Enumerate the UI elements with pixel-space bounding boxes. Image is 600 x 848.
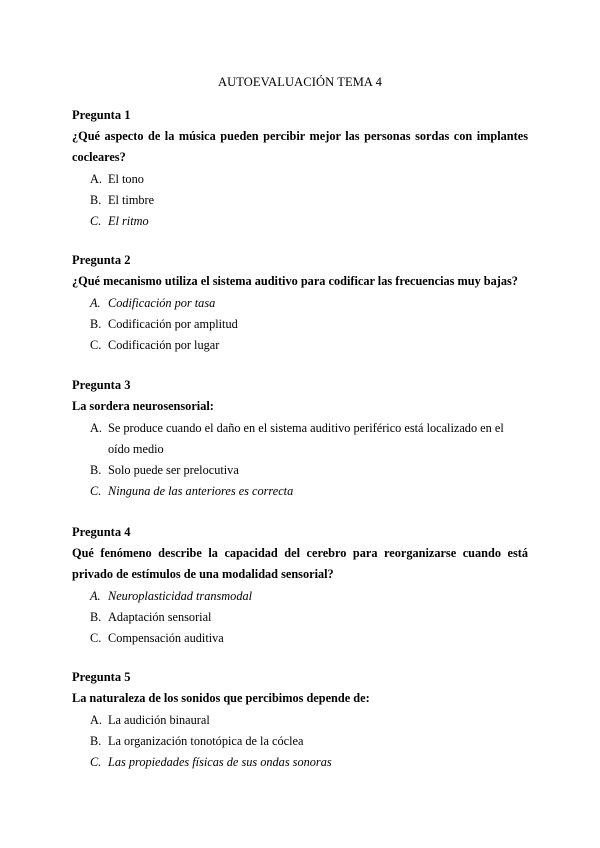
option-letter: A. (90, 713, 102, 727)
question-text: Qué fenómeno describe la capacidad del cerebro para reorganizarse cuando está privado de estímulos de una modalidad sensorial? (72, 546, 528, 581)
question-3 (72, 374, 528, 502)
option-b (72, 190, 528, 211)
option-text: Ninguna de las anteriores es correcta (108, 484, 294, 498)
question-label: Pregunta 2 (72, 253, 131, 267)
question-label: Pregunta 5 (72, 670, 131, 684)
document-title: AUTOEVALUACIÓN TEMA 4 (218, 75, 382, 89)
option-text: La organización tonotópica de la cóclea (108, 734, 304, 748)
question-text: La naturaleza de los sonidos que percibimos depende de: (72, 691, 370, 705)
option-c (72, 628, 528, 649)
question-text: La sordera neurosensorial: (72, 399, 214, 413)
question-4 (72, 521, 528, 649)
option-text: Compensación auditiva (108, 631, 224, 645)
question-2 (72, 249, 528, 356)
option-letter: C. (90, 214, 102, 228)
options-list (72, 293, 528, 356)
option-a-correct (72, 586, 528, 607)
option-text: Adaptación sensorial (108, 610, 212, 624)
option-letter: A. (90, 421, 102, 435)
option-b (72, 607, 528, 628)
option-b (72, 314, 528, 335)
options-list (72, 710, 528, 773)
option-c-correct (72, 211, 528, 232)
option-letter: B. (90, 317, 102, 331)
option-letter: C. (90, 338, 102, 352)
options-list (72, 418, 528, 502)
options-list (72, 586, 528, 649)
option-text: Neuroplasticidad transmodal (108, 589, 253, 603)
question-label: Pregunta 1 (72, 108, 131, 122)
question-5 (72, 666, 528, 773)
option-letter: A. (90, 296, 101, 310)
option-text: El timbre (108, 193, 155, 207)
option-text: Codificación por amplitud (108, 317, 238, 331)
option-letter: B. (90, 463, 102, 477)
option-c-correct (72, 752, 528, 773)
option-b (72, 460, 528, 481)
option-letter: B. (90, 193, 102, 207)
option-letter: B. (90, 734, 102, 748)
option-text: Codificación por lugar (108, 338, 220, 352)
option-text: El ritmo (108, 214, 149, 228)
option-a (72, 710, 528, 731)
option-a (72, 418, 528, 460)
question-text: ¿Qué aspecto de la música pueden percibir mejor las personas sordas con implantes cocleares? (72, 129, 528, 164)
option-b (72, 731, 528, 752)
option-letter: C. (90, 484, 102, 498)
question-label: Pregunta 3 (72, 378, 131, 392)
option-letter: A. (90, 589, 101, 603)
question-1 (72, 104, 528, 232)
option-a-correct (72, 293, 528, 314)
option-c (72, 335, 528, 356)
option-letter: C. (90, 755, 102, 769)
question-label: Pregunta 4 (72, 525, 131, 539)
option-c-correct (72, 481, 528, 502)
option-text: Se produce cuando el daño en el sistema auditivo periférico está localizado en el oído medio (108, 421, 504, 456)
question-text: ¿Qué mecanismo utiliza el sistema auditivo para codificar las frecuencias muy bajas? (72, 274, 518, 288)
option-a (72, 169, 528, 190)
options-list (72, 169, 528, 232)
option-letter: B. (90, 610, 102, 624)
option-letter: C. (90, 631, 102, 645)
option-text: Las propiedades físicas de sus ondas sonoras (108, 755, 332, 769)
option-text: Solo puede ser prelocutiva (108, 463, 239, 477)
option-letter: A. (90, 172, 102, 186)
option-text: Codificación por tasa (108, 296, 216, 310)
option-text: El tono (108, 172, 144, 186)
option-text: La audición binaural (108, 713, 210, 727)
